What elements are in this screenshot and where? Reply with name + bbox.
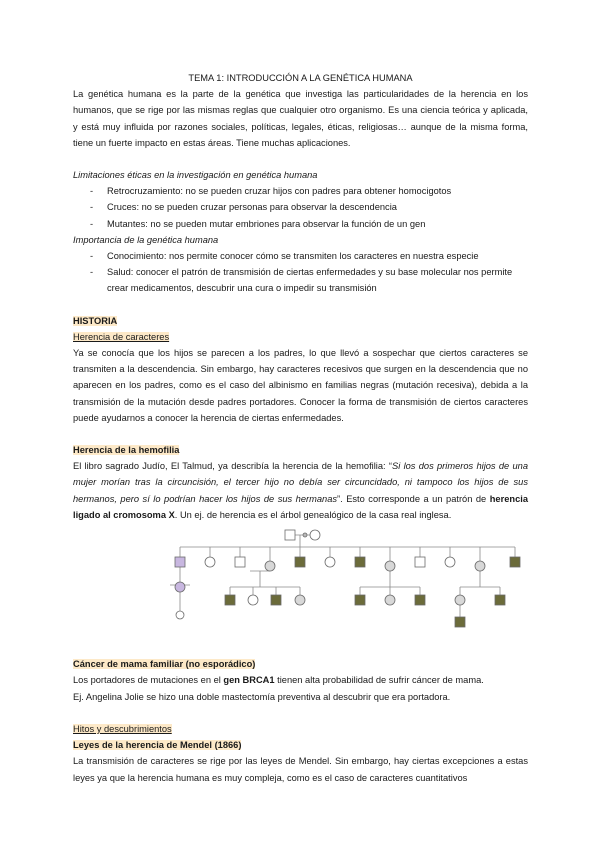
limitaciones-heading: Limitaciones éticas en la investigación en genética humana (73, 170, 318, 181)
herencia-caracteres-heading: Herencia de caracteres (73, 331, 170, 342)
intro-paragraph: La genética humana es la parte de la genética que investiga las particularidades de la herencia en los humanos, que se rige por las mismas reglas que cualquier otro organismo. Es una ciencia teórica y aplicada, y está muy influida por razones sociales, políticas, legales, éticas, religiosas… aunque de la misma forma, tiene un fuerte impacto en estas áreas. Tiene muchas aplicaciones. (73, 89, 528, 148)
herencia-caracteres-text: Ya se conocía que los hijos se parecen a los padres, lo que llevó a sospechar que ciertos caracteres se transmiten a la descendencia. Sin embargo, hay caracteres recesivos que surgen en la descendencia que no aparecen en los padres, como es el caso del albinismo en familias negras (mutación recesiva), debida a la transmisión de la mutación desde padres portadores. Conocer la forma de transmisión de ciertos caracteres puede ayudarnos a conocer la herencia de ciertas enfermedades. (73, 348, 528, 423)
page-title: TEMA 1: INTRODUCCIÓN A LA GENÉTICA HUMANA (188, 73, 413, 83)
cancer-heading: Cáncer de mama familiar (no esporádico) (73, 659, 256, 670)
hemofilia-text: El libro sagrado Judío, El Talmud, ya describía la herencia de la hemofilia: “Si los dos primeros hijos de una mujer morían tras la circuncisión, el tercer hijo no debía ser circuncidado, ni tampoco los hijos de sus hermanos, pero sí lo podrían hacer los hijos de sus hermanas”. Esto corresponde a un patrón de herencia ligado al cromosoma X. Un ej. de herencia es el árbol genealógico de la casa real inglesa. (73, 461, 528, 520)
x-linked-term: herencia ligado al cromosoma X (73, 493, 528, 520)
historia-heading: HISTORIA (73, 315, 118, 326)
mendel-heading: Leyes de la herencia de Mendel (1866) (73, 740, 242, 751)
pedigree-chart-figure (160, 527, 524, 639)
talmud-quote: Si los dos primeros hijos de una mujer morían tras la circuncisión, el tercer hijo no debía ser circuncidado, ni tampoco los hijos de sus hermanos, pero sí lo podrían hacer los hijos de sus hermanas (73, 461, 528, 504)
brca1-term: gen BRCA1 (223, 675, 275, 686)
mendel-text: La transmisión de caracteres se rige por las leyes de Mendel. Sin embargo, hay ciertas excepciones a estas leyes ya que la herencia humana es muy compleja, como es el caso de caracteres cuantitativos (73, 756, 528, 783)
list-item: - Salud: conocer el patrón de transmisión de ciertas enfermedades y su base molecular nos permite crear medicamentos, descubrir una cura o impedir su transmisión (73, 264, 528, 296)
list-item: - Cruces: no se pueden cruzar personas para observar la descendencia (73, 199, 528, 215)
importancia-heading: Importancia de la genética humana (73, 234, 219, 245)
list-item: - Retrocruzamiento: no se pueden cruzar hijos con padres para obtener homocigotos (73, 183, 528, 199)
cancer-text: Los portadores de mutaciones en el gen BRCA1 tienen alta probabilidad de sufrir cáncer de mama. (73, 675, 484, 686)
hitos-heading: Hitos y descubrimientos (73, 723, 172, 734)
list-item: - Conocimiento: nos permite conocer cómo se transmiten los caracteres en nuestra especie (73, 248, 528, 264)
limitaciones-list (73, 183, 528, 232)
list-item: - Mutantes: no se pueden mutar embriones para observar la función de un gen (73, 216, 528, 232)
document-page (73, 70, 528, 786)
hemofilia-heading: Herencia de la hemofilia (73, 445, 180, 456)
cancer-example: Ej. Angelina Jolie se hizo una doble mastectomía preventiva al descubrir que era portadora. (73, 691, 451, 702)
importancia-list (73, 248, 528, 297)
